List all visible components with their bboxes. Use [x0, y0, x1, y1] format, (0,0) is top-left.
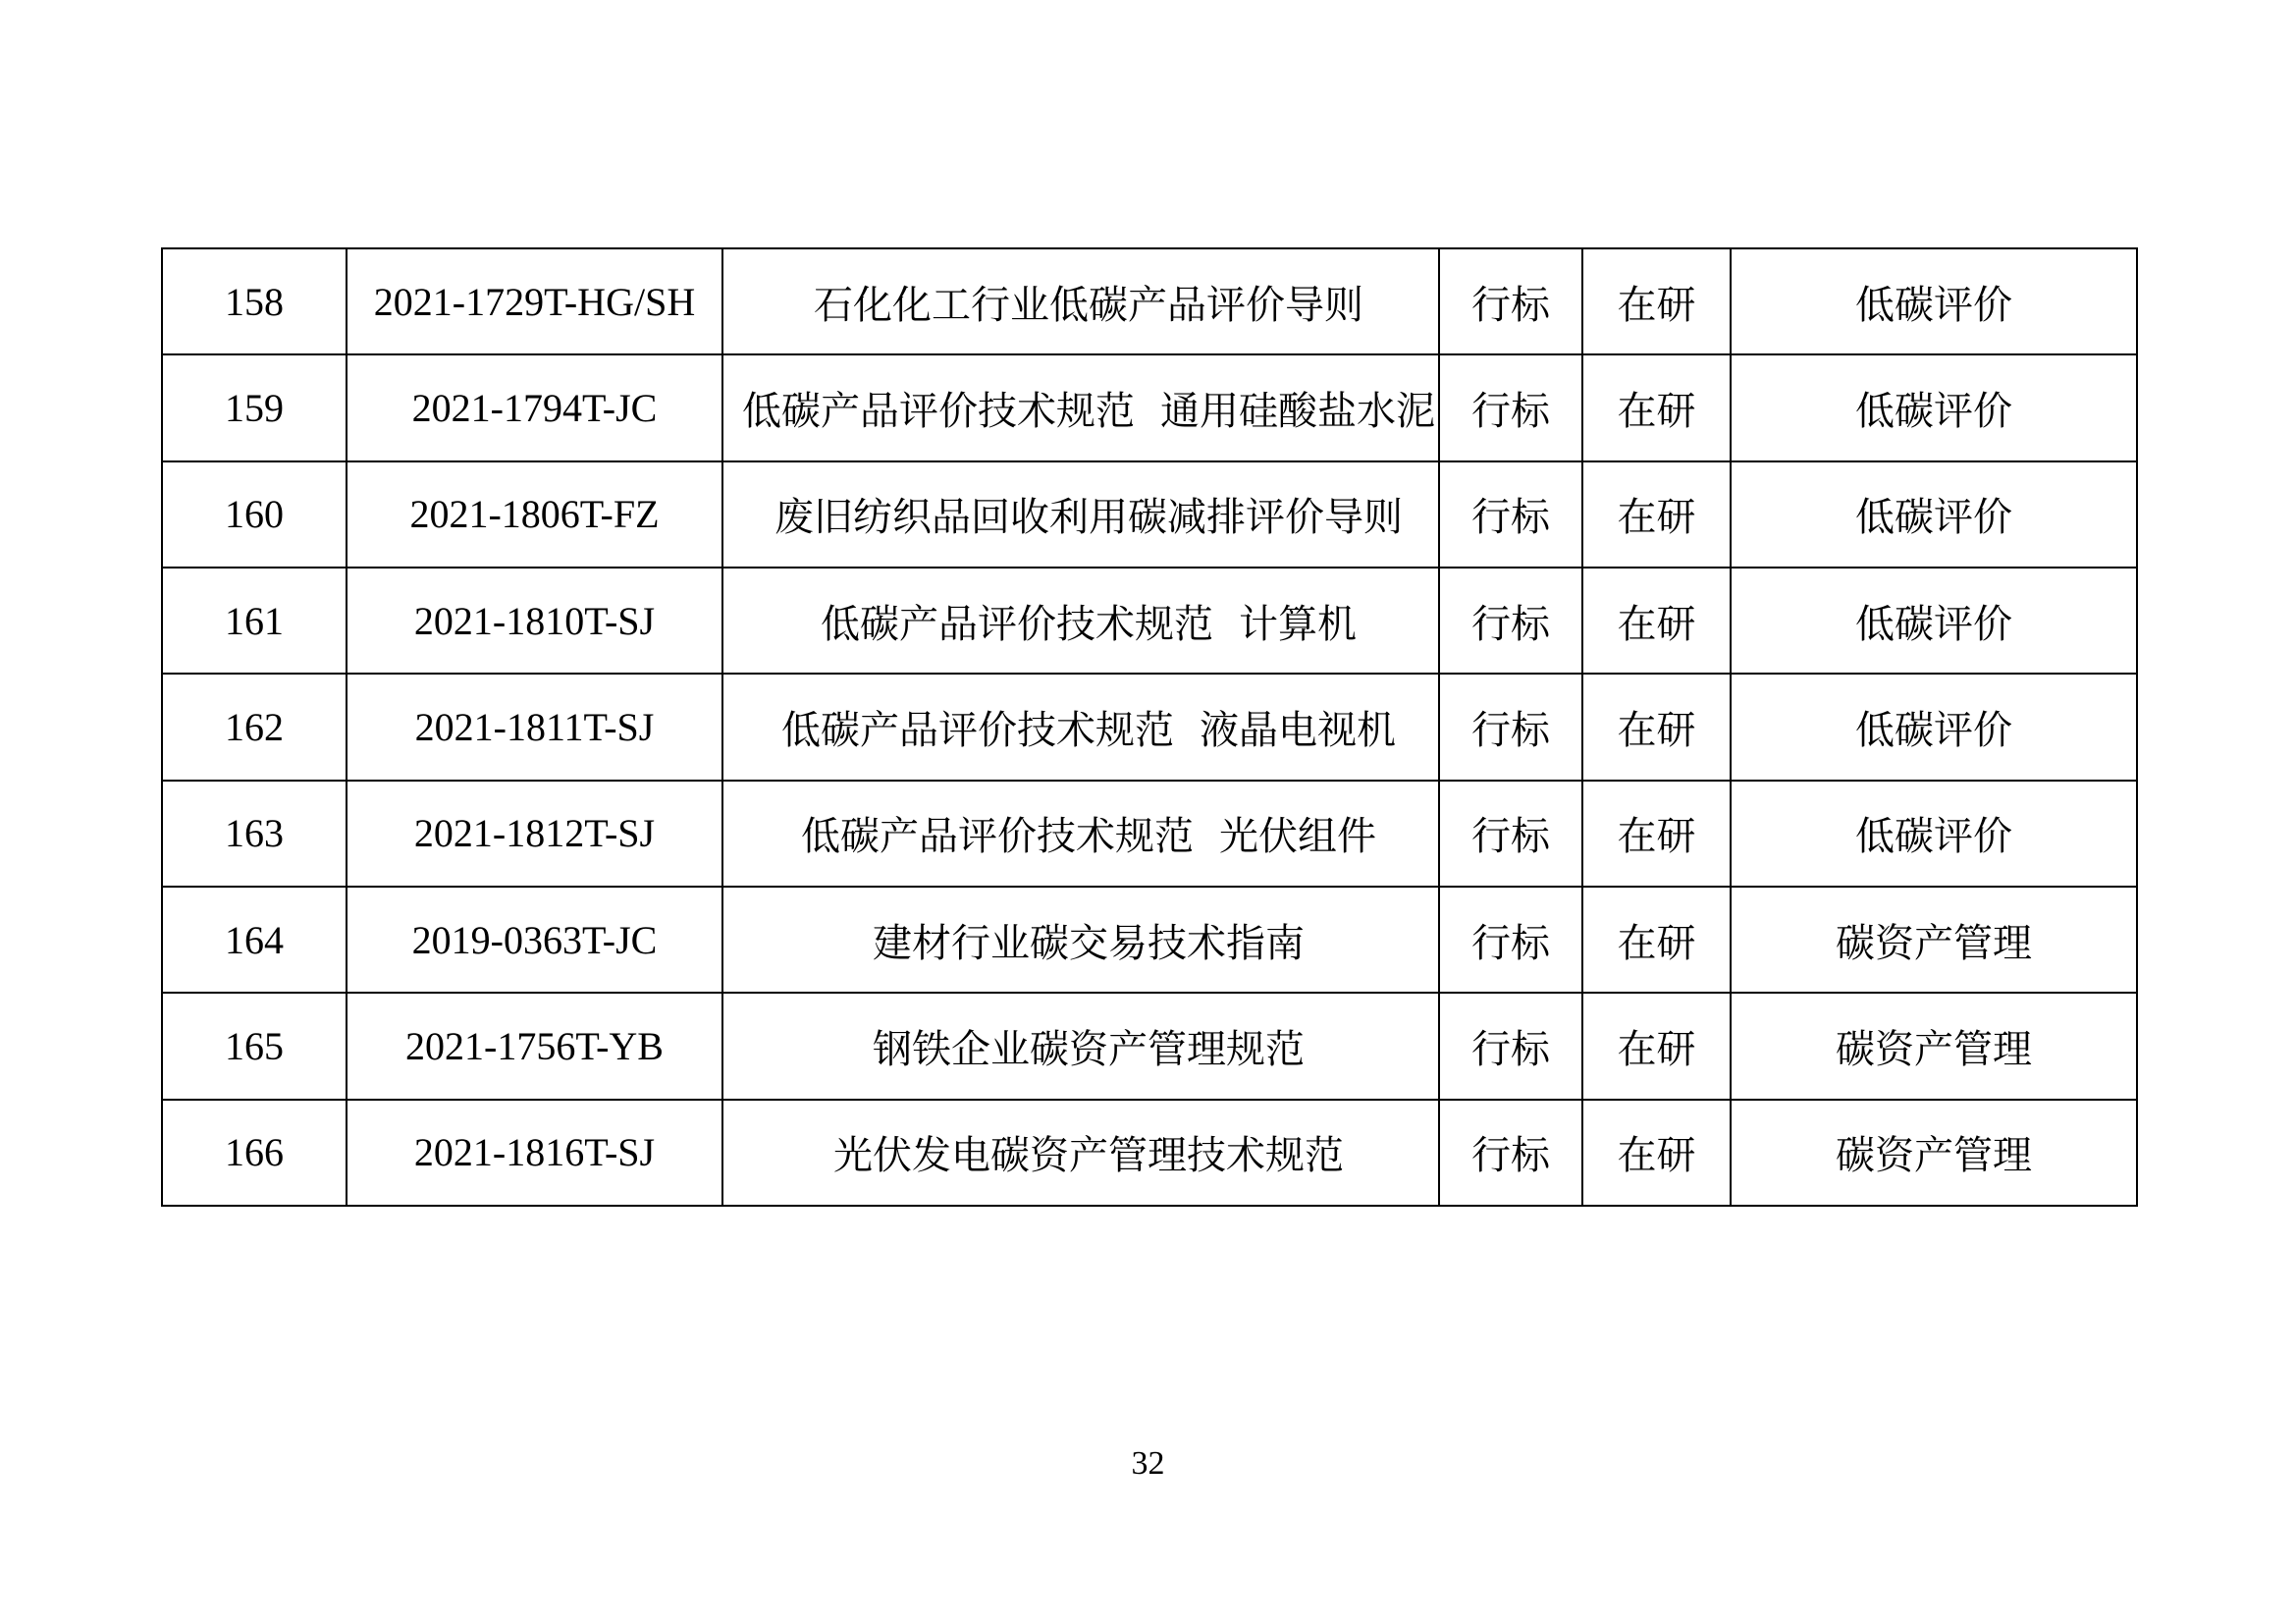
table-row	[162, 248, 2137, 354]
row-number-cell: 160	[162, 461, 347, 568]
row-number-cell: 162	[162, 674, 347, 780]
standard-code-cell: 2021-1729T-HG/SH	[347, 248, 722, 354]
table-row	[162, 568, 2137, 674]
standard-title-cell: 低碳产品评价技术规范 计算机	[722, 568, 1439, 674]
status-cell: 在研	[1582, 461, 1731, 568]
table-row	[162, 674, 2137, 780]
table-row	[162, 993, 2137, 1099]
category-cell: 碳资产管理	[1731, 993, 2137, 1099]
standard-title-cell: 低碳产品评价技术规范 光伏组件	[722, 781, 1439, 887]
table-row	[162, 1100, 2137, 1206]
standard-type-cell: 行标	[1439, 674, 1582, 780]
standard-type-cell: 行标	[1439, 1100, 1582, 1206]
category-cell: 低碳评价	[1731, 248, 2137, 354]
status-cell: 在研	[1582, 248, 1731, 354]
standard-type-cell: 行标	[1439, 461, 1582, 568]
standard-type-cell: 行标	[1439, 781, 1582, 887]
status-cell: 在研	[1582, 568, 1731, 674]
table-row	[162, 781, 2137, 887]
row-number-cell: 159	[162, 354, 347, 460]
standard-code-cell: 2021-1756T-YB	[347, 993, 722, 1099]
status-cell: 在研	[1582, 354, 1731, 460]
standard-code-cell: 2021-1811T-SJ	[347, 674, 722, 780]
status-cell: 在研	[1582, 993, 1731, 1099]
row-number-cell: 165	[162, 993, 347, 1099]
standard-code-cell: 2021-1810T-SJ	[347, 568, 722, 674]
standard-title-cell: 钢铁企业碳资产管理规范	[722, 993, 1439, 1099]
status-cell: 在研	[1582, 1100, 1731, 1206]
category-cell: 低碳评价	[1731, 354, 2137, 460]
standard-type-cell: 行标	[1439, 993, 1582, 1099]
standard-title-cell: 低碳产品评价技术规范 液晶电视机	[722, 674, 1439, 780]
row-number-cell: 161	[162, 568, 347, 674]
row-number-cell: 164	[162, 887, 347, 993]
table-row	[162, 354, 2137, 460]
table-row	[162, 461, 2137, 568]
category-cell: 碳资产管理	[1731, 1100, 2137, 1206]
standard-code-cell: 2021-1794T-JC	[347, 354, 722, 460]
row-number-cell: 166	[162, 1100, 347, 1206]
standards-table	[161, 247, 2138, 1207]
standard-type-cell: 行标	[1439, 568, 1582, 674]
table-row	[162, 887, 2137, 993]
status-cell: 在研	[1582, 887, 1731, 993]
row-number-cell: 163	[162, 781, 347, 887]
standard-title-cell: 光伏发电碳资产管理技术规范	[722, 1100, 1439, 1206]
standard-title-cell: 建材行业碳交易技术指南	[722, 887, 1439, 993]
category-cell: 碳资产管理	[1731, 887, 2137, 993]
standard-type-cell: 行标	[1439, 887, 1582, 993]
category-cell: 低碳评价	[1731, 674, 2137, 780]
category-cell: 低碳评价	[1731, 461, 2137, 568]
category-cell: 低碳评价	[1731, 568, 2137, 674]
standard-code-cell: 2021-1816T-SJ	[347, 1100, 722, 1206]
standard-code-cell: 2021-1812T-SJ	[347, 781, 722, 887]
standard-code-cell: 2019-0363T-JC	[347, 887, 722, 993]
standard-type-cell: 行标	[1439, 354, 1582, 460]
standard-title-cell: 废旧纺织品回收利用碳减排评价导则	[722, 461, 1439, 568]
standard-code-cell: 2021-1806T-FZ	[347, 461, 722, 568]
category-cell: 低碳评价	[1731, 781, 2137, 887]
status-cell: 在研	[1582, 674, 1731, 780]
page-number: 32	[1131, 1445, 1165, 1482]
standard-type-cell: 行标	[1439, 248, 1582, 354]
standard-title-cell: 石化化工行业低碳产品评价导则	[722, 248, 1439, 354]
standard-title-cell: 低碳产品评价技术规范 通用硅酸盐水泥	[722, 354, 1439, 460]
row-number-cell: 158	[162, 248, 347, 354]
status-cell: 在研	[1582, 781, 1731, 887]
